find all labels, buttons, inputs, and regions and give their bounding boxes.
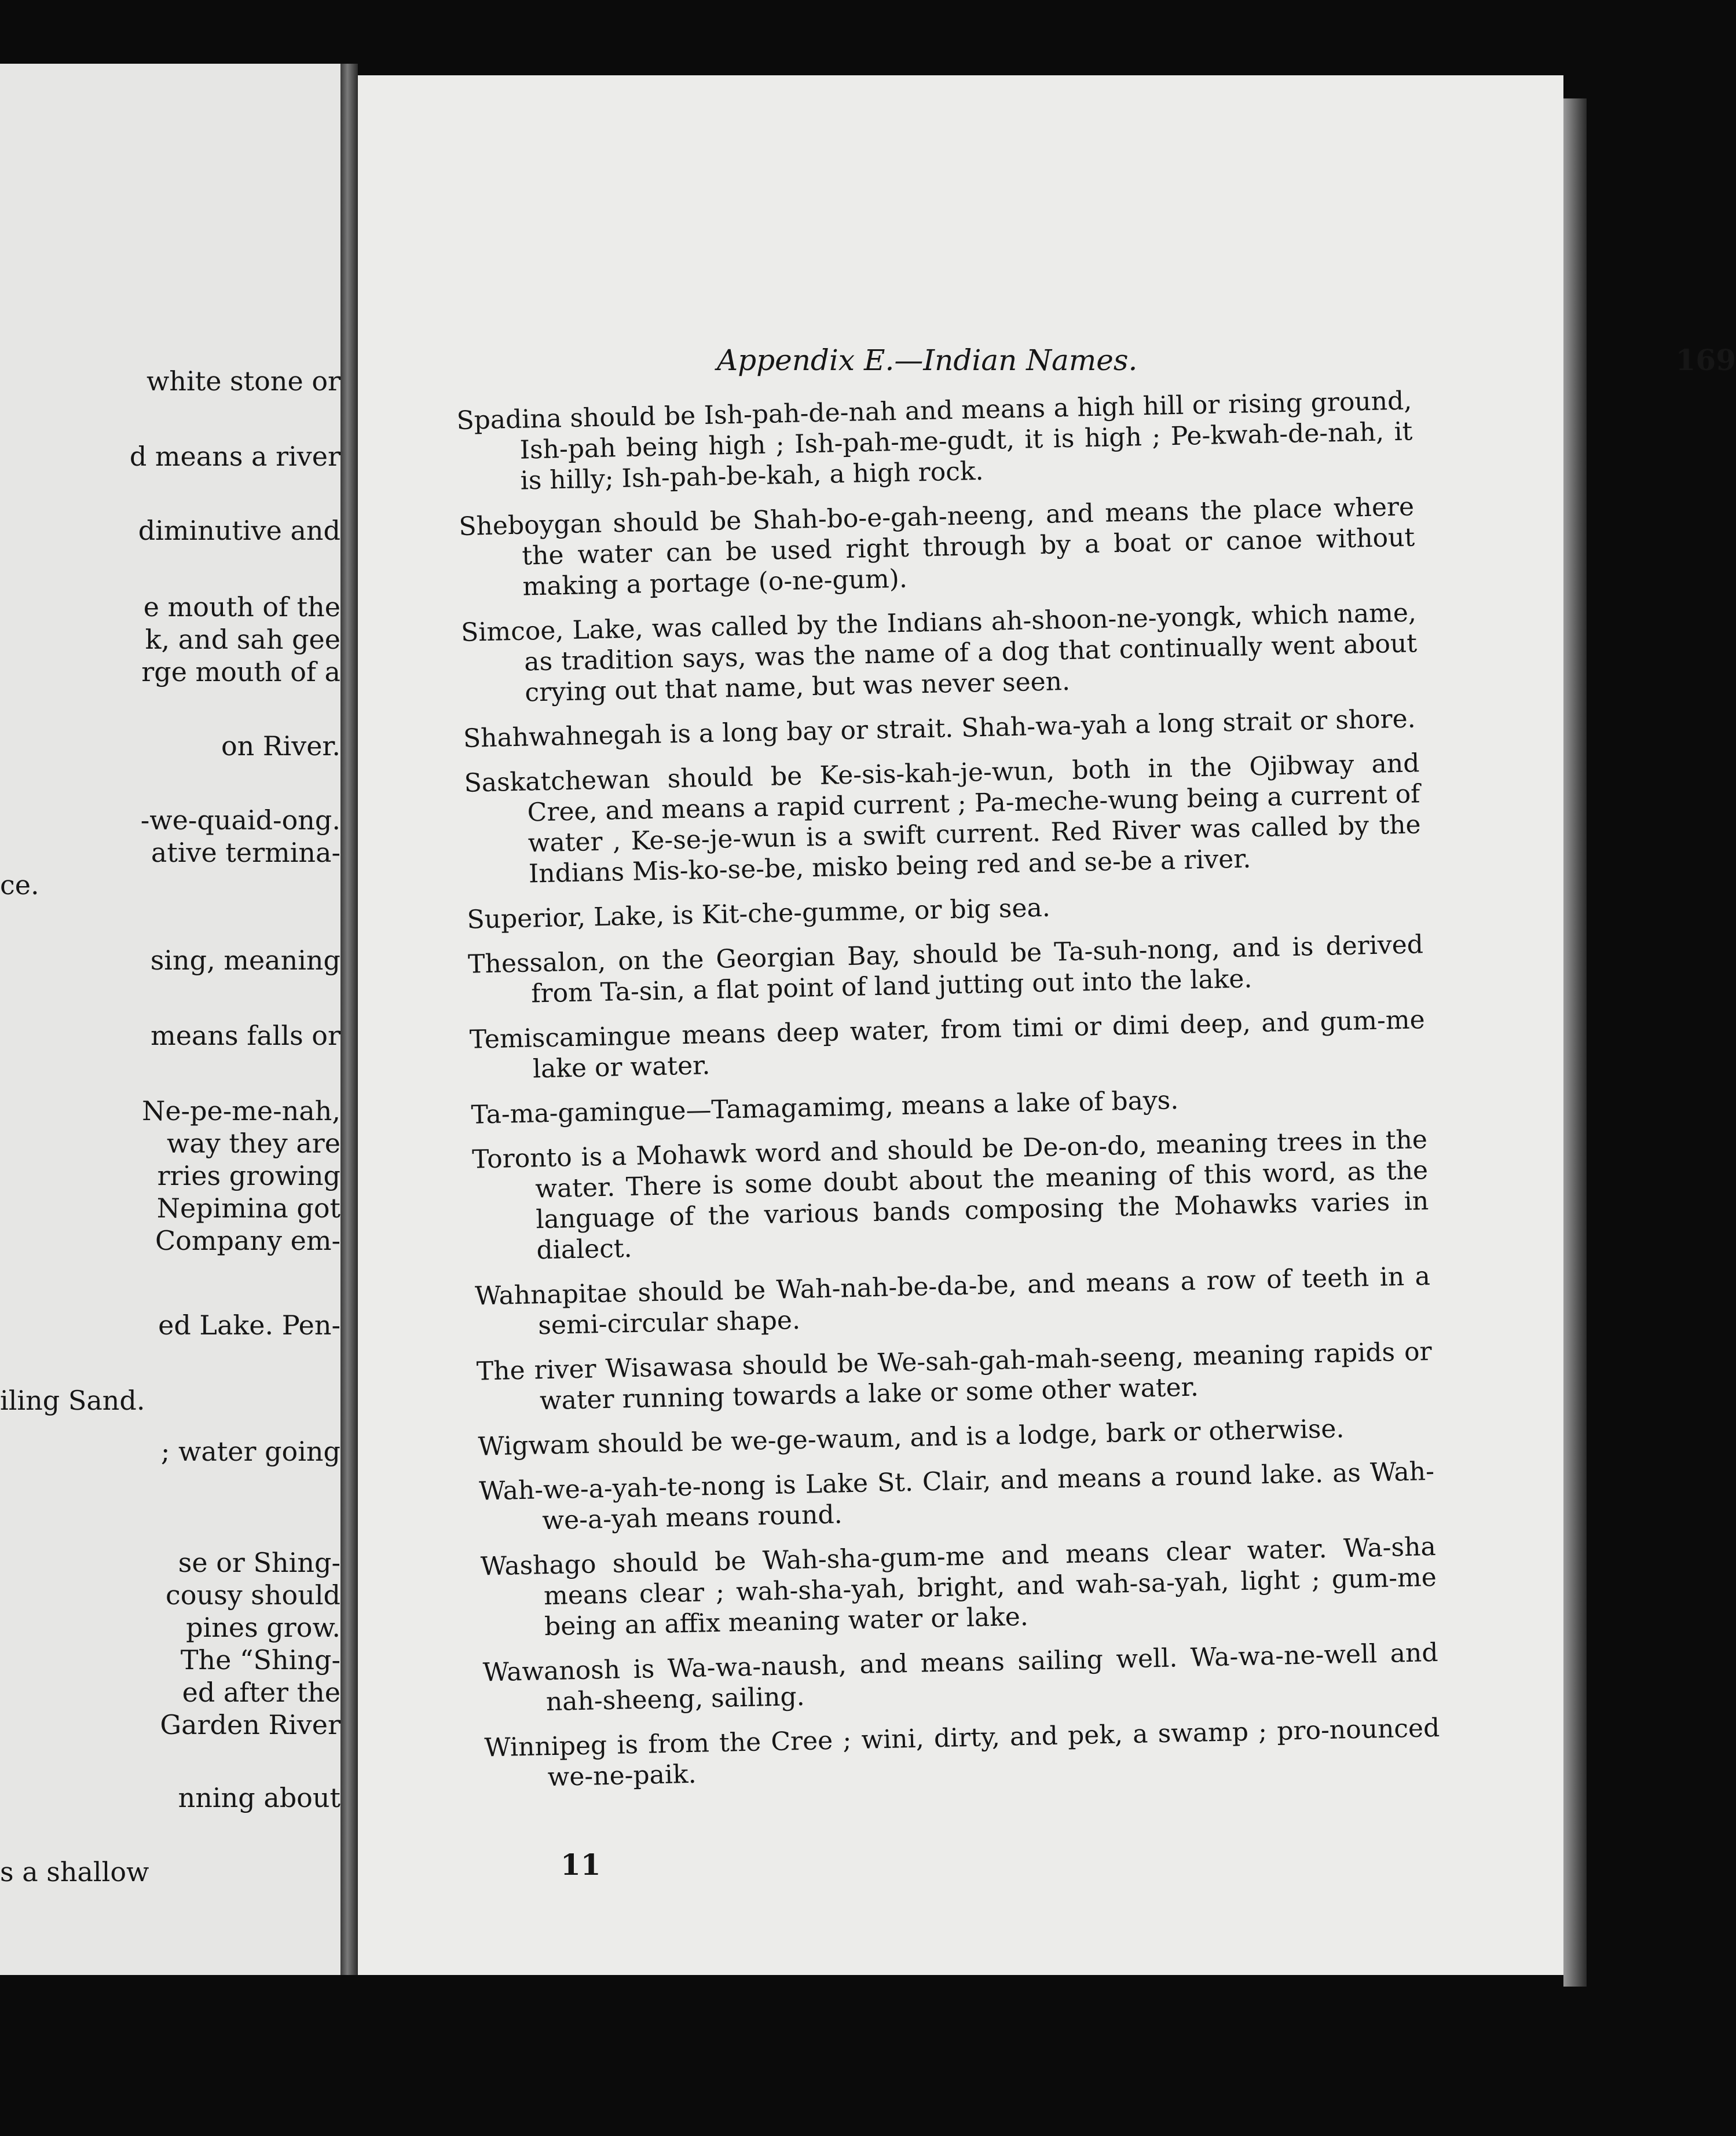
entry-wigwam: Wigwam should be we-ge-waum, and is a lodge, bark or otherwise. [478, 1414, 1345, 1462]
left-text-fragment: iling Sand. [0, 1385, 145, 1416]
entry-sheboygan: Sheboygan should be Shah-bo-e-gah-neeng, and means the place where the water can be used right through by a boat or canoe without making a portage (o-ne-gum). [458, 492, 1415, 602]
left-text-fragment: Garden River [160, 1709, 340, 1740]
left-text-fragment: Ne-pe-me-nah, [142, 1095, 340, 1126]
left-text-fragment: ce. [0, 869, 39, 901]
left-text-fragment: k, and sah gee [145, 624, 340, 655]
left-text-fragment: ed after the [182, 1677, 340, 1708]
entry-saskatchewan: Saskatchewan should be Ke-sis-kah-je-wun, both in the Ojibway and Cree, and means a rapid current ; Pa-meche-wung being a current of water , Ke-se-je-wun is a swift current. Red River was called by the Indians Mis-ko-se-be, misko being red and se-be a river. [464, 748, 1422, 889]
left-text-fragment: Company em- [155, 1225, 340, 1256]
left-text-fragment: way they are [167, 1128, 340, 1159]
left-text-fragment: s a shallow [0, 1856, 149, 1888]
page-edge [1563, 98, 1587, 1987]
entry-toronto: Toronto is a Mohawk word and should be De-on-do, meaning trees in the water. There is some doubt about the meaning of this word, as the language of the various bands composing the Mohawks varies in dialect. [471, 1125, 1429, 1265]
left-text-fragment: sing, meaning [150, 945, 340, 976]
entry-wisawasa: The river Wisawasa should be We-sah-gah-mah-seeng, meaning rapids or water running towards a lake or some other water. [476, 1337, 1433, 1416]
left-text-fragment: pines grow. [186, 1612, 340, 1643]
entry-temiscamingue: Temiscamingue means deep water, from timi or dimi deep, and gum-me lake or water. [469, 1005, 1426, 1084]
entry-washago: Washago should be Wah-sha-gum-me and means clear water. Wa-sha means clear ; wah-sha-yah, bright, and wah-sa-yah, light ; gum-me being an affix meaning water or lake. [480, 1532, 1437, 1642]
left-text-fragment: -we-quaid-ong. [140, 804, 340, 836]
left-text-fragment: e mouth of the [143, 591, 340, 623]
entry-wahnapitae: Wahnapitae should be Wah-nah-be-da-be, and means a row of teeth in a semi-circular shape. [474, 1261, 1431, 1341]
entry-shahwahnegah: Shahwahnegah is a long bay or strait. Shah-wa-yah a long strait or shore. [463, 704, 1416, 754]
entry-wah-we-a-yah-te-nong: Wah-we-a-yah-te-nong is Lake St. Clair, and means a round lake. as Wah-we-a-yah means round. [478, 1457, 1435, 1536]
entry-superior: Superior, Lake, is Kit-che-gumme, or big sea. [467, 893, 1051, 935]
signature-mark: 11 [561, 1848, 601, 1882]
entry-winnipeg: Winnipeg is from the Cree ; wini, dirty, and pek, a swamp ; pro-nounced we-ne-paik. [484, 1713, 1440, 1793]
entry-tamagamingue: Ta-ma-gamingue—Tamagamimg, means a lake of bays. [471, 1085, 1179, 1130]
entry-list [456, 385, 1441, 1808]
right-page [358, 75, 1736, 1975]
left-text-fragment: rries growing [157, 1160, 340, 1191]
entry-thessalon: Thessalon, on the Georgian Bay, should be Ta-suh-nong, and is derived from Ta-sin, a flat point of land jutting out into the lake. [467, 930, 1424, 1009]
left-text-fragment: white stone or [147, 365, 340, 397]
page-number: 169 [1675, 343, 1736, 377]
left-text-fragment: ed Lake. Pen- [158, 1310, 340, 1341]
entry-spadina: Spadina should be Ish-pah-de-nah and means a high hill or rising ground, Ish-pah being high ; Ish-pah-me-gudt, it is high ; Pe-kwah-de-nah, it is hilly; Ish-pah-be-kah, a high rock. [456, 386, 1413, 496]
left-text-fragment: se or Shing- [178, 1547, 340, 1578]
running-title: Appendix E.—Indian Names. [717, 343, 1138, 377]
left-text-fragment: rge mouth of a [141, 656, 340, 687]
left-text-fragment: ative termina- [151, 837, 340, 868]
left-text-fragment: diminutive and [138, 515, 340, 546]
left-text-fragment: on River. [221, 730, 340, 762]
entry-wawanosh: Wawanosh is Wa-wa-naush, and means sailing well. Wa-wa-ne-well and nah-sheeng, sailing. [482, 1637, 1439, 1717]
left-text-fragment: means falls or [151, 1020, 340, 1051]
book-gutter [340, 64, 358, 1975]
left-text-fragment: d means a river [129, 441, 340, 472]
left-text-fragment: Nepimina got [156, 1193, 340, 1224]
entry-simcoe: Simcoe, Lake, was called by the Indians ah-shoon-ne-yongk, which name, as tradition says, was the name of a dog that continually went about crying out that name, but was never seen. [460, 598, 1418, 708]
left-page [0, 64, 340, 1975]
left-text-fragment: nning about [178, 1782, 340, 1813]
left-text-fragment: The “Shing- [180, 1644, 340, 1676]
left-text-fragment: ; water going [160, 1436, 340, 1467]
left-text-fragment: cousy should [165, 1579, 340, 1611]
